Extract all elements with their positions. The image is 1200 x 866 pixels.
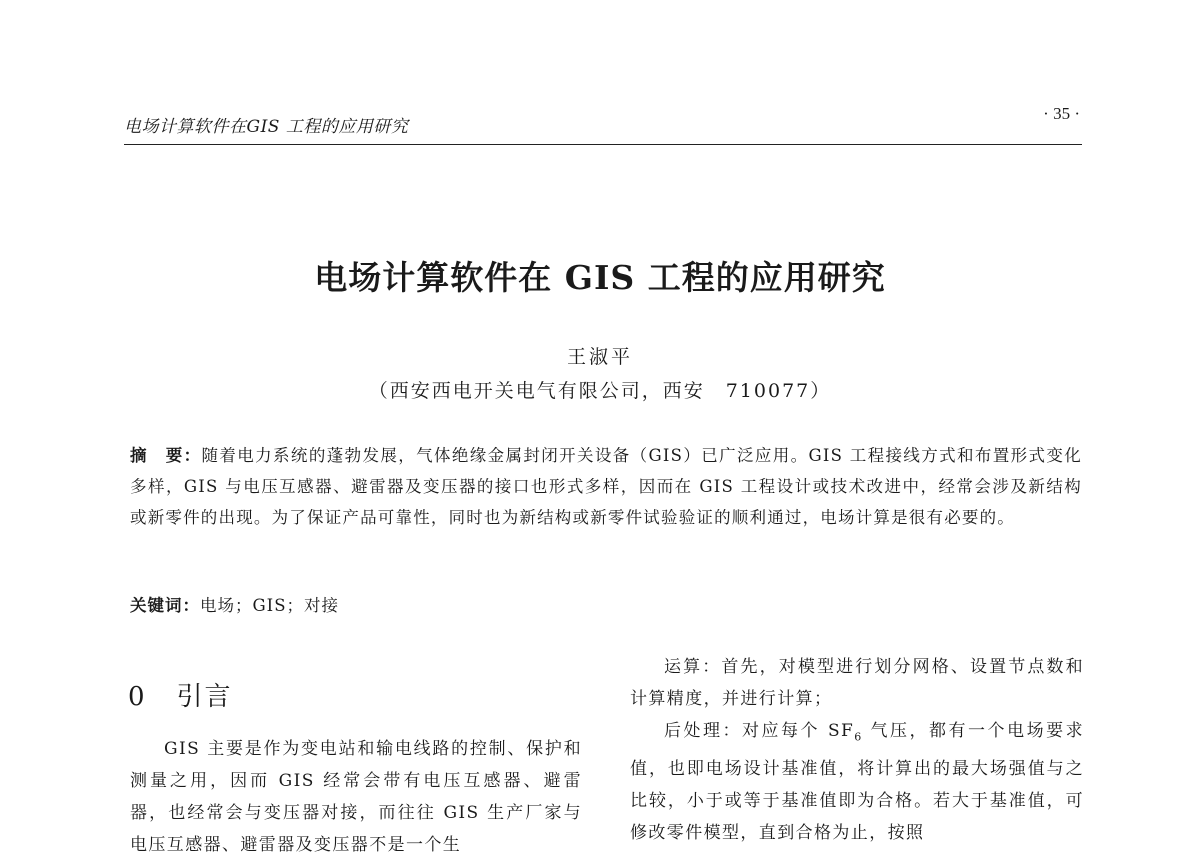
keywords — [130, 592, 339, 616]
abstract-label: 摘 要： — [130, 446, 202, 465]
abstract — [130, 440, 1082, 533]
left-paragraph-1: GIS 主要是作为变电站和输电线路的控制、保护和测量之用，因而 GIS 经常会带有电压互感器、避雷器，也经常会与变压器对接，而往往 GIS 生产厂家与电压互感器、避雷器及变压器不是一个生 — [130, 739, 582, 855]
right-paragraph-2 — [630, 715, 1084, 849]
right-paragraph-2-rest: 气压，都有一个电场要求值，也即电场设计基准值，将计算出的最大场强值与之比较，小于或等于基准值即为合格。若大于基准值，可修改零件模型，直到合格为止，按照 — [630, 721, 1084, 844]
author-name: 王淑平 — [566, 346, 633, 368]
running-title: 电场计算软件在GIS 工程的应用研究 — [124, 117, 409, 137]
right-column — [630, 651, 1084, 849]
author-affiliation: （西安西电开关电气有限公司，西安 710077） — [368, 380, 832, 402]
running-header — [124, 104, 1082, 145]
article-title: 电场计算软件在 GIS 工程的应用研究 — [314, 258, 886, 297]
right-paragraph-1: 运算：首先，对模型进行划分网格、设置节点数和计算精度，并进行计算； — [630, 657, 1084, 709]
left-column — [130, 733, 582, 861]
abstract-text: 随着电力系统的蓬勃发展，气体绝缘金属封闭开关设备（GIS）已广泛应用。GIS 工程接线方式和布置形式变化多样，GIS 与电压互感器、避雷器及变压器的接口也形式多样，因而在 GIS 工程设计或技术改进中，经常会涉及新结构或新零件的出现。为了保证产品可靠性，同时也为新结构或新零件试验验证的顺利通过，电场计算是很有必要的。 — [130, 446, 1082, 527]
section-title: 引言 — [176, 682, 233, 712]
section-heading — [128, 676, 233, 713]
page-number: · 35 · — [1043, 104, 1080, 123]
keywords-text: 电场；GIS；对接 — [200, 596, 340, 615]
keywords-label: 关键词： — [130, 596, 200, 615]
sf6-subscript: 6 — [854, 730, 863, 744]
section-number: 0 — [128, 682, 147, 712]
right-paragraph-2-start: 后处理：对应每个 SF — [664, 721, 855, 741]
